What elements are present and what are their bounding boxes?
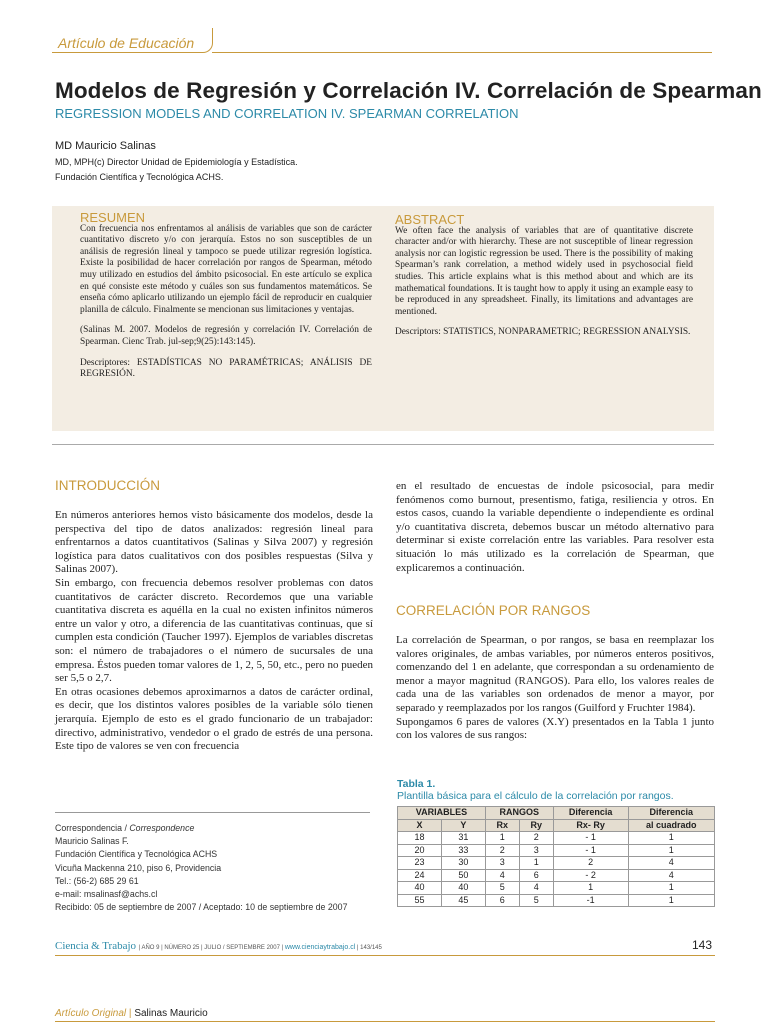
- table-caption: Plantilla básica para el cálculo de la correlación por rangos.: [397, 790, 674, 802]
- table-row: [398, 869, 715, 882]
- rank-correlation-body: [396, 634, 714, 743]
- journal-brand-1: Ciencia: [55, 940, 89, 952]
- article-subtitle: REGRESSION MODELS AND CORRELATION IV. SPEARMAN CORRELATION: [55, 106, 519, 121]
- rank-correlation-heading: CORRELACIÓN POR RANGOS: [396, 603, 591, 618]
- table-cell: 1: [485, 832, 519, 845]
- intro-paragraph-2: Sin embargo, con frecuencia debemos resolver problemas con datos cuantitativos de carácter discreto. Recordemos que una variable cuantitativa discreta es aquélla en la cual no existen infinitos números entre un valor y otro, a diferencia de las cuantitativas continuas, que sí cumplen esta condición (Taucher 1997). Ejemplos de variables discretas son: el número de trabajadores o el número de sucursales de una empresa. Éstos pueden tomar valores de 1, 2, 5, 50, etc., pero no pueden ser 5,5 o 2,7.: [55, 576, 373, 685]
- table-cell: 1: [628, 894, 715, 907]
- table-label: Tabla 1.: [397, 778, 436, 790]
- intro-heading: INTRODUCCIÓN: [55, 478, 160, 493]
- table-cell: - 1: [553, 832, 628, 845]
- table-cell: 1: [628, 882, 715, 895]
- right-column-body: [396, 480, 714, 575]
- intro-body: [55, 509, 373, 754]
- table-cell: 40: [398, 882, 442, 895]
- abstract-column: [395, 214, 693, 348]
- journal-footer: [55, 940, 382, 952]
- table-cell: 1: [628, 832, 715, 845]
- table-cell: 45: [441, 894, 485, 907]
- correspondence-org: Fundación Científica y Tecnológica ACHS: [55, 849, 218, 860]
- table-row: [398, 857, 715, 870]
- table-cell: 18: [398, 832, 442, 845]
- table-cell: 1: [628, 844, 715, 857]
- table-title: [397, 778, 674, 802]
- header-squared: al cuadrado: [628, 819, 715, 832]
- table-cell: 5: [485, 882, 519, 895]
- correspondence-email[interactable]: e-mail: msalinasf@achs.cl: [55, 889, 158, 900]
- table-cell: 6: [519, 869, 553, 882]
- page-number: 143: [692, 938, 713, 952]
- table-cell: 2: [485, 844, 519, 857]
- header-rx: Rx: [485, 819, 519, 832]
- table-cell: 5: [519, 894, 553, 907]
- table-cell: 50: [441, 869, 485, 882]
- header-y: Y: [441, 819, 485, 832]
- table-cell: 40: [441, 882, 485, 895]
- section-label: Artículo de Educación: [58, 35, 195, 51]
- correspondence-label: Correspondencia / Correspondence: [55, 823, 195, 833]
- next-author: Salinas Mauricio: [134, 1008, 208, 1019]
- abstract-text: We often face the analysis of variables that are of quantitative discrete character and/or with hierarchy. These are not susceptible of linear regression analysis nor can logistic regression be used. There is the possibility of making Spearman’s rank correlation, a method widely used in psychosocial field studies. This article explains what is this method about and which are its mathematical foundations. It is taught how to apply it using an example easy to be reproduced in any spreadsheet. Finally, its limitations and advantages are mentioned.: [395, 225, 693, 317]
- intro-paragraph-3: En otras ocasiones debemos aproximarnos a datos de carácter ordinal, es decir, que los distintos valores posibles de la variable sólo tienen jerarquía. Ejemplo de esto es el grado funcionario de un trabajador: directivo, administrativo, vendedor o el grado de estrés de una persona. Este tipo de valores se ven con frecuencia: [55, 685, 373, 753]
- table-row: [398, 844, 715, 857]
- table-cell: 33: [441, 844, 485, 857]
- abstract-descriptors: Descriptors: STATISTICS, NONPARAMETRIC; REGRESSION ANALYSIS.: [395, 327, 691, 338]
- journal-brand-amp: &: [91, 940, 100, 952]
- table-cell: -1: [553, 894, 628, 907]
- journal-pages: | 143/145: [355, 945, 382, 951]
- resumen-heading: RESUMEN: [80, 210, 146, 225]
- table-cell: 4: [628, 857, 715, 870]
- correspondence-address: Vicuña Mackenna 210, piso 6, Providencia: [55, 862, 222, 873]
- table-cell: - 1: [553, 844, 628, 857]
- correspondence-tel: Tel.: (56-2) 685 29 61: [55, 875, 139, 886]
- next-section-label: Artículo Original: [55, 1008, 127, 1019]
- table-cell: 55: [398, 894, 442, 907]
- header-difference: Diferencia: [553, 807, 628, 820]
- rank-paragraph-1: La correlación de Spearman, o por rangos, se basa en reemplazar los valores originales, de ambas variables, por números enteros positivos, comenzando del 1 en adelante, que correspondan a su ordenamiento de menor a mayor magnitud (RANGOS). Para ello, los valores reales de cada una de las variables son ordenados de menor a mayor, por separado y reemplazados por los rangos (Guilford y Fruchter 1984).: [396, 634, 714, 714]
- abstract-box: [52, 206, 714, 431]
- table-cell: 2: [519, 832, 553, 845]
- correspondence-block: [55, 822, 347, 914]
- article-title: Modelos de Regresión y Correlación IV. Correlación de Spearman: [55, 78, 762, 103]
- author-name: MD Mauricio Salinas: [55, 140, 156, 152]
- table-body: [398, 832, 715, 907]
- table-cell: 3: [485, 857, 519, 870]
- table-row: [398, 832, 715, 845]
- abstract-heading: ABSTRACT: [395, 212, 465, 227]
- author-institution: Fundación Científica y Tecnológica ACHS.: [55, 172, 224, 182]
- header-difference-squared: Diferencia: [628, 807, 715, 820]
- table-cell: 23: [398, 857, 442, 870]
- header-ry: Ry: [519, 819, 553, 832]
- section-tab: [52, 28, 712, 54]
- resumen-descriptors: Descriptores: ESTADÍSTICAS NO PARAMÉTRICAS; ANÁLISIS DE REGRESIÓN.: [80, 357, 372, 380]
- running-footer: Artículo Original | Salinas Mauricio: [55, 1008, 208, 1019]
- correspondence-dates: Recibido: 05 de septiembre de 2007 / Aceptado: 10 de septiembre de 2007: [55, 902, 348, 913]
- table-cell: 4: [485, 869, 519, 882]
- journal-brand-2: Trabajo: [102, 940, 137, 952]
- table-cell: 6: [485, 894, 519, 907]
- right-paragraph-1: en el resultado de encuestas de índole psicosocial, para medir fenómenos como burnout, presentismo, fatiga, resiliencia y otros. En estos casos, cuando la variable dependiente o independiente es ordinal y/o cuantitativa discreta, debemos buscar un método alternativo para determinar si existe correlación entre las variables. Para resolver esta situación lo más utilizado es la correlación de Spearman, que explicaremos a continuación.: [396, 480, 714, 574]
- resumen-citation: (Salinas M. 2007. Modelos de regresión y correlación IV. Correlación de Spearman. Cienc Trab. jul-sep;9(25):143:145).: [80, 325, 372, 347]
- ranks-table: [397, 806, 715, 907]
- table-cell: 24: [398, 869, 442, 882]
- table-cell: 1: [553, 882, 628, 895]
- table-cell: 4: [519, 882, 553, 895]
- journal-issue-info: | AÑO 9 | NÚMERO 25 | JULIO / SEPTIEMBRE 2007 |: [138, 945, 285, 951]
- table-cell: 4: [628, 869, 715, 882]
- author-affiliation: MD, MPH(c) Director Unidad de Epidemiología y Estadística.: [55, 157, 298, 167]
- table-cell: 1: [519, 857, 553, 870]
- table-row: [398, 882, 715, 895]
- table-cell: 20: [398, 844, 442, 857]
- correspondence-name: Mauricio Salinas F.: [55, 836, 129, 847]
- resumen-column: [80, 212, 372, 390]
- header-ranks: RANGOS: [485, 807, 553, 820]
- table-cell: - 2: [553, 869, 628, 882]
- header-variables: VARIABLES: [398, 807, 486, 820]
- rank-paragraph-2: Supongamos 6 pares de valores (X.Y) presentados en la Tabla 1 junto con los valores de sus rangos:: [396, 715, 714, 742]
- resumen-text: Con frecuencia nos enfrentamos al análisis de variables que son de carácter cuantitativo discreto y/o con jerarquía. Estos no son susceptibles de un análisis de regresión lineal y tampoco se puede utilizar regresión logística. Existe la posibilidad de hacer correlación por rangos de Spearman, método muy utilizado en estudios del ámbito psicosocial. En este artículo se explica en qué consiste este método y cuáles son sus fundamentos matemáticos. Se enseña cómo aplicarlo utilizando un ejemplo fácil de reproducir en cualquier planilla de cálculo. Finalmente se mencionan sus limitaciones y ventajas.: [80, 223, 372, 315]
- intro-paragraph-1: En números anteriores hemos visto básicamente dos modelos, desde la perspectiva del tipo de datos analizados: regresión lineal para enfrentarnos a datos cuantitativos (Salinas y Silva 2007) y regresión logística para datos cualitativos con dos posibles respuestas (Silva y Salinas 2007).: [55, 509, 373, 576]
- journal-url[interactable]: www.cienciaytrabajo.cl: [284, 944, 356, 951]
- header-rx-ry: Rx- Ry: [553, 819, 628, 832]
- table-cell: 3: [519, 844, 553, 857]
- table-cell: 2: [553, 857, 628, 870]
- header-x: X: [398, 819, 442, 832]
- table-row: [398, 894, 715, 907]
- table-cell: 31: [441, 832, 485, 845]
- table-cell: 30: [441, 857, 485, 870]
